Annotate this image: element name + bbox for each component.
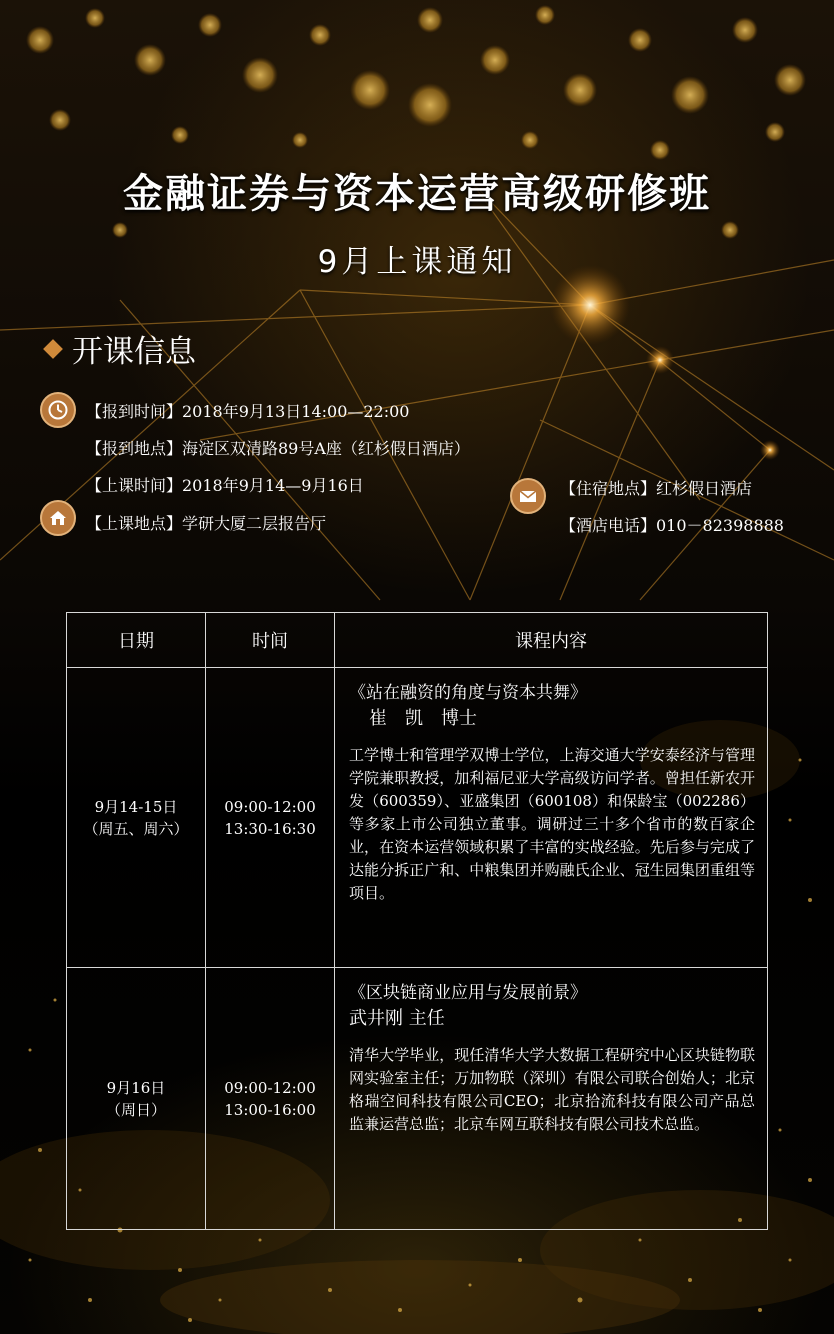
register-time: 【报到时间】2018年9月13日14:00—22:00 (86, 402, 410, 421)
course-title: 《站在融资的角度与资本共舞》 (349, 683, 587, 703)
header-content: 课程内容 (335, 613, 768, 668)
afternoon-time: 13:30-16:30 (224, 819, 316, 838)
lecturer-name: 武井刚 主任 (349, 1008, 445, 1029)
lecturer-name: 崔 凯 博士 (369, 708, 477, 729)
lecturer-bio: 工学博士和管理学双博士学位，上海交通大学安泰经济与管理学院兼职教授，加利福尼亚大学高级访问学者。曾担任新农开发（600359）、亚盛集团（600108）和保龄宝（002286）等多家上市公司独立董事。调研过三十多个省市的数百家企业，在资本运营领域积累了丰富的实战经验。先后参与完成了达能分拆正广和、中粮集团并购融氏企业、冠生园集团重组等项目。 (349, 746, 755, 902)
header-date: 日期 (67, 613, 206, 668)
date-cell (67, 668, 206, 968)
content-cell (335, 668, 768, 968)
header-time: 时间 (206, 613, 335, 668)
lodging-place: 【住宿地点】红杉假日酒店 (560, 479, 753, 498)
morning-time: 09:00-12:00 (224, 1078, 316, 1097)
date-text: 9月14-15日 (94, 797, 178, 816)
register-place: 【报到地点】海淀区双清路89号A座（红杉假日酒店） (86, 439, 470, 458)
poster-title: 金融证券与资本运营高级研修班 (123, 171, 711, 217)
content-cell (335, 968, 768, 1230)
hotel-phone: 【酒店电话】010－82398888 (560, 516, 784, 535)
date-cell (67, 968, 206, 1230)
time-cell (206, 968, 335, 1230)
section-heading (46, 326, 196, 371)
class-place: 【上课地点】学研大厦二层报告厅 (86, 514, 327, 533)
schedule-table (66, 612, 768, 1230)
table-row (67, 968, 768, 1230)
date-text: 9月16日 (106, 1078, 166, 1097)
table-header-row (67, 613, 768, 668)
section-title: 开课信息 (72, 334, 196, 370)
course-title: 《区块链商业应用与发展前景》 (349, 983, 587, 1003)
morning-time: 09:00-12:00 (224, 797, 316, 816)
poster-subtitle: 9月上课通知 (317, 244, 517, 280)
class-time: 【上课时间】2018年9月14—9月16日 (86, 476, 364, 495)
clock-icon (40, 392, 76, 428)
diamond-icon (43, 339, 63, 359)
table-row (67, 668, 768, 968)
weekday-text: （周五、周六） (83, 819, 189, 838)
time-cell (206, 668, 335, 968)
mail-icon (510, 478, 546, 514)
house-icon (40, 500, 76, 536)
lecturer-bio: 清华大学毕业，现任清华大学大数据工程研究中心区块链物联网实验室主任；万加物联（深圳）有限公司联合创始人；北京格瑞空间科技有限公司CEO；北京拾流科技有限公司产品总监兼运营总监；北京车网互联科技有限公司技术总监。 (349, 1046, 755, 1133)
afternoon-time: 13:00-16:00 (224, 1100, 316, 1119)
weekday-text: （周日） (105, 1100, 166, 1119)
